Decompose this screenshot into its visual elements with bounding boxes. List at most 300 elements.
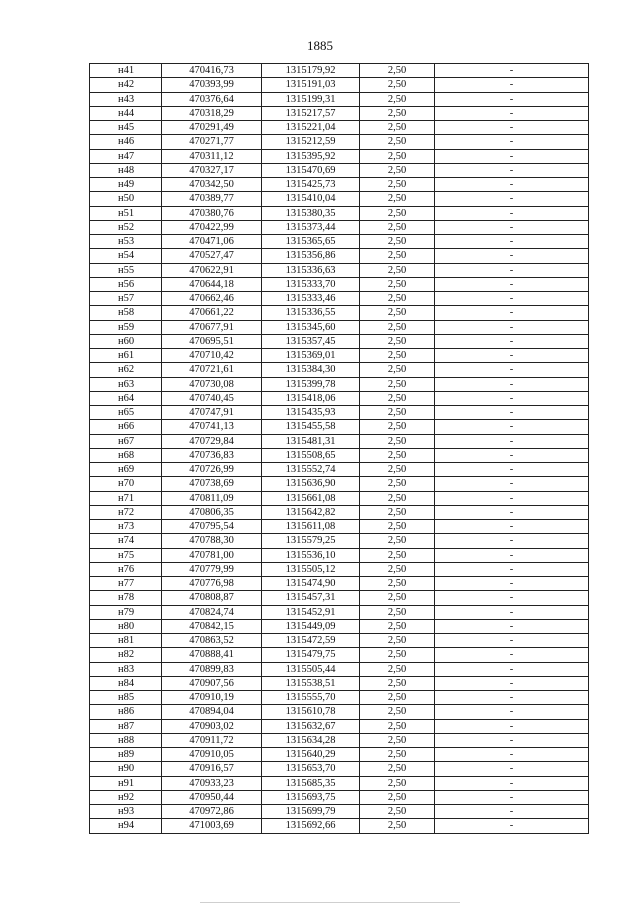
- y-coordinate-cell: 1315508,65: [262, 448, 360, 462]
- note-cell: -: [435, 790, 589, 804]
- point-label-cell: н52: [90, 220, 162, 234]
- x-coordinate-cell: 470916,57: [162, 762, 262, 776]
- table-row: [90, 377, 589, 391]
- note-cell: -: [435, 277, 589, 291]
- point-label-cell: н43: [90, 92, 162, 106]
- table-row: [90, 534, 589, 548]
- point-label-cell: н67: [90, 434, 162, 448]
- accuracy-cell: 2,50: [360, 477, 435, 491]
- x-coordinate-cell: 470730,08: [162, 377, 262, 391]
- note-cell: -: [435, 819, 589, 833]
- x-coordinate-cell: 470863,52: [162, 634, 262, 648]
- accuracy-cell: 2,50: [360, 121, 435, 135]
- table-row: [90, 648, 589, 662]
- accuracy-cell: 2,50: [360, 605, 435, 619]
- accuracy-cell: 2,50: [360, 92, 435, 106]
- table-row: [90, 605, 589, 619]
- table-row: [90, 790, 589, 804]
- point-label-cell: н94: [90, 819, 162, 833]
- note-cell: -: [435, 206, 589, 220]
- note-cell: -: [435, 477, 589, 491]
- x-coordinate-cell: 470779,99: [162, 562, 262, 576]
- note-cell: -: [435, 92, 589, 106]
- table-row: [90, 477, 589, 491]
- x-coordinate-cell: 470747,91: [162, 406, 262, 420]
- x-coordinate-cell: 470271,77: [162, 135, 262, 149]
- table-row: [90, 662, 589, 676]
- y-coordinate-cell: 1315457,31: [262, 591, 360, 605]
- note-cell: -: [435, 719, 589, 733]
- y-coordinate-cell: 1315365,65: [262, 235, 360, 249]
- coordinates-table-body: [90, 64, 589, 834]
- note-cell: -: [435, 805, 589, 819]
- x-coordinate-cell: 470842,15: [162, 619, 262, 633]
- note-cell: -: [435, 505, 589, 519]
- point-label-cell: н88: [90, 733, 162, 747]
- x-coordinate-cell: 470907,56: [162, 676, 262, 690]
- table-row: [90, 306, 589, 320]
- point-label-cell: н82: [90, 648, 162, 662]
- y-coordinate-cell: 1315399,78: [262, 377, 360, 391]
- point-label-cell: н69: [90, 463, 162, 477]
- x-coordinate-cell: 470824,74: [162, 605, 262, 619]
- point-label-cell: н55: [90, 263, 162, 277]
- y-coordinate-cell: 1315472,59: [262, 634, 360, 648]
- note-cell: -: [435, 178, 589, 192]
- y-coordinate-cell: 1315333,46: [262, 292, 360, 306]
- point-label-cell: н85: [90, 691, 162, 705]
- x-coordinate-cell: 470740,45: [162, 391, 262, 405]
- accuracy-cell: 2,50: [360, 534, 435, 548]
- note-cell: -: [435, 491, 589, 505]
- note-cell: -: [435, 634, 589, 648]
- x-coordinate-cell: 470622,91: [162, 263, 262, 277]
- point-label-cell: н54: [90, 249, 162, 263]
- y-coordinate-cell: 1315435,93: [262, 406, 360, 420]
- note-cell: -: [435, 562, 589, 576]
- y-coordinate-cell: 1315470,69: [262, 163, 360, 177]
- table-row: [90, 805, 589, 819]
- scan-artifact-line: [200, 902, 460, 903]
- y-coordinate-cell: 1315369,01: [262, 349, 360, 363]
- point-label-cell: н47: [90, 149, 162, 163]
- note-cell: -: [435, 306, 589, 320]
- note-cell: -: [435, 64, 589, 78]
- y-coordinate-cell: 1315661,08: [262, 491, 360, 505]
- table-row: [90, 505, 589, 519]
- accuracy-cell: 2,50: [360, 249, 435, 263]
- y-coordinate-cell: 1315538,51: [262, 676, 360, 690]
- y-coordinate-cell: 1315610,78: [262, 705, 360, 719]
- table-row: [90, 448, 589, 462]
- x-coordinate-cell: 470661,22: [162, 306, 262, 320]
- accuracy-cell: 2,50: [360, 178, 435, 192]
- x-coordinate-cell: 470776,98: [162, 577, 262, 591]
- table-row: [90, 591, 589, 605]
- note-cell: -: [435, 733, 589, 747]
- note-cell: -: [435, 619, 589, 633]
- x-coordinate-cell: 470311,12: [162, 149, 262, 163]
- point-label-cell: н45: [90, 121, 162, 135]
- accuracy-cell: 2,50: [360, 691, 435, 705]
- y-coordinate-cell: 1315642,82: [262, 505, 360, 519]
- y-coordinate-cell: 1315221,04: [262, 121, 360, 135]
- table-row: [90, 577, 589, 591]
- x-coordinate-cell: 470726,99: [162, 463, 262, 477]
- point-label-cell: н72: [90, 505, 162, 519]
- table-row: [90, 548, 589, 562]
- accuracy-cell: 2,50: [360, 135, 435, 149]
- y-coordinate-cell: 1315653,70: [262, 762, 360, 776]
- accuracy-cell: 2,50: [360, 634, 435, 648]
- x-coordinate-cell: 470729,84: [162, 434, 262, 448]
- x-coordinate-cell: 470910,05: [162, 748, 262, 762]
- accuracy-cell: 2,50: [360, 505, 435, 519]
- y-coordinate-cell: 1315356,86: [262, 249, 360, 263]
- table-row: [90, 206, 589, 220]
- x-coordinate-cell: 470781,00: [162, 548, 262, 562]
- table-row: [90, 748, 589, 762]
- accuracy-cell: 2,50: [360, 434, 435, 448]
- x-coordinate-cell: 470416,73: [162, 64, 262, 78]
- point-label-cell: н70: [90, 477, 162, 491]
- table-row: [90, 64, 589, 78]
- point-label-cell: н83: [90, 662, 162, 676]
- x-coordinate-cell: 470741,13: [162, 420, 262, 434]
- table-row: [90, 406, 589, 420]
- note-cell: -: [435, 334, 589, 348]
- point-label-cell: н68: [90, 448, 162, 462]
- note-cell: -: [435, 577, 589, 591]
- table-row: [90, 676, 589, 690]
- accuracy-cell: 2,50: [360, 334, 435, 348]
- point-label-cell: н64: [90, 391, 162, 405]
- point-label-cell: н61: [90, 349, 162, 363]
- y-coordinate-cell: 1315634,28: [262, 733, 360, 747]
- point-label-cell: н50: [90, 192, 162, 206]
- x-coordinate-cell: 470736,83: [162, 448, 262, 462]
- y-coordinate-cell: 1315481,31: [262, 434, 360, 448]
- y-coordinate-cell: 1315333,70: [262, 277, 360, 291]
- x-coordinate-cell: 470662,46: [162, 292, 262, 306]
- accuracy-cell: 2,50: [360, 619, 435, 633]
- x-coordinate-cell: 470738,69: [162, 477, 262, 491]
- y-coordinate-cell: 1315611,08: [262, 520, 360, 534]
- x-coordinate-cell: 470808,87: [162, 591, 262, 605]
- y-coordinate-cell: 1315449,09: [262, 619, 360, 633]
- accuracy-cell: 2,50: [360, 192, 435, 206]
- accuracy-cell: 2,50: [360, 819, 435, 833]
- point-label-cell: н58: [90, 306, 162, 320]
- table-row: [90, 434, 589, 448]
- point-label-cell: н46: [90, 135, 162, 149]
- note-cell: -: [435, 691, 589, 705]
- accuracy-cell: 2,50: [360, 548, 435, 562]
- note-cell: -: [435, 463, 589, 477]
- table-row: [90, 235, 589, 249]
- accuracy-cell: 2,50: [360, 163, 435, 177]
- table-row: [90, 463, 589, 477]
- accuracy-cell: 2,50: [360, 748, 435, 762]
- note-cell: -: [435, 605, 589, 619]
- y-coordinate-cell: 1315636,90: [262, 477, 360, 491]
- y-coordinate-cell: 1315345,60: [262, 320, 360, 334]
- y-coordinate-cell: 1315555,70: [262, 691, 360, 705]
- point-label-cell: н78: [90, 591, 162, 605]
- point-label-cell: н90: [90, 762, 162, 776]
- y-coordinate-cell: 1315505,12: [262, 562, 360, 576]
- accuracy-cell: 2,50: [360, 377, 435, 391]
- y-coordinate-cell: 1315217,57: [262, 106, 360, 120]
- y-coordinate-cell: 1315479,75: [262, 648, 360, 662]
- page-number: 1885: [307, 38, 333, 53]
- table-row: [90, 719, 589, 733]
- accuracy-cell: 2,50: [360, 463, 435, 477]
- x-coordinate-cell: 470710,42: [162, 349, 262, 363]
- y-coordinate-cell: 1315640,29: [262, 748, 360, 762]
- note-cell: -: [435, 705, 589, 719]
- accuracy-cell: 2,50: [360, 292, 435, 306]
- x-coordinate-cell: 470911,72: [162, 733, 262, 747]
- y-coordinate-cell: 1315373,44: [262, 220, 360, 234]
- point-label-cell: н84: [90, 676, 162, 690]
- accuracy-cell: 2,50: [360, 577, 435, 591]
- point-label-cell: н93: [90, 805, 162, 819]
- y-coordinate-cell: 1315418,06: [262, 391, 360, 405]
- note-cell: -: [435, 121, 589, 135]
- point-label-cell: н92: [90, 790, 162, 804]
- accuracy-cell: 2,50: [360, 106, 435, 120]
- y-coordinate-cell: 1315455,58: [262, 420, 360, 434]
- point-label-cell: н87: [90, 719, 162, 733]
- accuracy-cell: 2,50: [360, 306, 435, 320]
- table-row: [90, 263, 589, 277]
- y-coordinate-cell: 1315552,74: [262, 463, 360, 477]
- table-row: [90, 320, 589, 334]
- table-row: [90, 391, 589, 405]
- x-coordinate-cell: 470380,76: [162, 206, 262, 220]
- note-cell: -: [435, 78, 589, 92]
- table-row: [90, 334, 589, 348]
- note-cell: -: [435, 776, 589, 790]
- point-label-cell: н74: [90, 534, 162, 548]
- accuracy-cell: 2,50: [360, 277, 435, 291]
- x-coordinate-cell: 470888,41: [162, 648, 262, 662]
- x-coordinate-cell: 470903,02: [162, 719, 262, 733]
- accuracy-cell: 2,50: [360, 349, 435, 363]
- point-label-cell: н81: [90, 634, 162, 648]
- accuracy-cell: 2,50: [360, 235, 435, 249]
- note-cell: -: [435, 135, 589, 149]
- y-coordinate-cell: 1315384,30: [262, 363, 360, 377]
- point-label-cell: н77: [90, 577, 162, 591]
- x-coordinate-cell: 471003,69: [162, 819, 262, 833]
- accuracy-cell: 2,50: [360, 790, 435, 804]
- point-label-cell: н89: [90, 748, 162, 762]
- x-coordinate-cell: 470899,83: [162, 662, 262, 676]
- note-cell: -: [435, 391, 589, 405]
- table-row: [90, 249, 589, 263]
- note-cell: -: [435, 220, 589, 234]
- table-row: [90, 292, 589, 306]
- coordinates-table: [89, 63, 589, 834]
- note-cell: -: [435, 448, 589, 462]
- x-coordinate-cell: 470342,50: [162, 178, 262, 192]
- y-coordinate-cell: 1315357,45: [262, 334, 360, 348]
- table-row: [90, 776, 589, 790]
- x-coordinate-cell: 470795,54: [162, 520, 262, 534]
- y-coordinate-cell: 1315212,59: [262, 135, 360, 149]
- x-coordinate-cell: 470376,64: [162, 92, 262, 106]
- accuracy-cell: 2,50: [360, 363, 435, 377]
- note-cell: -: [435, 762, 589, 776]
- accuracy-cell: 2,50: [360, 805, 435, 819]
- y-coordinate-cell: 1315536,10: [262, 548, 360, 562]
- point-label-cell: н73: [90, 520, 162, 534]
- accuracy-cell: 2,50: [360, 562, 435, 576]
- table-row: [90, 220, 589, 234]
- note-cell: -: [435, 320, 589, 334]
- x-coordinate-cell: 470811,09: [162, 491, 262, 505]
- x-coordinate-cell: 470677,91: [162, 320, 262, 334]
- point-label-cell: н56: [90, 277, 162, 291]
- x-coordinate-cell: 470527,47: [162, 249, 262, 263]
- accuracy-cell: 2,50: [360, 391, 435, 405]
- note-cell: -: [435, 377, 589, 391]
- y-coordinate-cell: 1315692,66: [262, 819, 360, 833]
- table-row: [90, 762, 589, 776]
- accuracy-cell: 2,50: [360, 591, 435, 605]
- note-cell: -: [435, 292, 589, 306]
- table-row: [90, 78, 589, 92]
- accuracy-cell: 2,50: [360, 420, 435, 434]
- y-coordinate-cell: 1315699,79: [262, 805, 360, 819]
- accuracy-cell: 2,50: [360, 776, 435, 790]
- accuracy-cell: 2,50: [360, 648, 435, 662]
- table-row: [90, 192, 589, 206]
- table-row: [90, 520, 589, 534]
- note-cell: -: [435, 748, 589, 762]
- note-cell: -: [435, 648, 589, 662]
- point-label-cell: н75: [90, 548, 162, 562]
- y-coordinate-cell: 1315505,44: [262, 662, 360, 676]
- point-label-cell: н51: [90, 206, 162, 220]
- accuracy-cell: 2,50: [360, 320, 435, 334]
- table-row: [90, 363, 589, 377]
- y-coordinate-cell: 1315410,04: [262, 192, 360, 206]
- note-cell: -: [435, 420, 589, 434]
- x-coordinate-cell: 470910,19: [162, 691, 262, 705]
- accuracy-cell: 2,50: [360, 719, 435, 733]
- y-coordinate-cell: 1315474,90: [262, 577, 360, 591]
- x-coordinate-cell: 470933,23: [162, 776, 262, 790]
- x-coordinate-cell: 470695,51: [162, 334, 262, 348]
- point-label-cell: н65: [90, 406, 162, 420]
- x-coordinate-cell: 470393,99: [162, 78, 262, 92]
- note-cell: -: [435, 363, 589, 377]
- table-row: [90, 121, 589, 135]
- table-row: [90, 178, 589, 192]
- point-label-cell: н76: [90, 562, 162, 576]
- y-coordinate-cell: 1315425,73: [262, 178, 360, 192]
- point-label-cell: н48: [90, 163, 162, 177]
- table-row: [90, 106, 589, 120]
- y-coordinate-cell: 1315452,91: [262, 605, 360, 619]
- y-coordinate-cell: 1315199,31: [262, 92, 360, 106]
- table-row: [90, 92, 589, 106]
- table-row: [90, 562, 589, 576]
- y-coordinate-cell: 1315579,25: [262, 534, 360, 548]
- point-label-cell: н66: [90, 420, 162, 434]
- note-cell: -: [435, 548, 589, 562]
- accuracy-cell: 2,50: [360, 220, 435, 234]
- note-cell: -: [435, 434, 589, 448]
- accuracy-cell: 2,50: [360, 406, 435, 420]
- accuracy-cell: 2,50: [360, 733, 435, 747]
- table-row: [90, 619, 589, 633]
- point-label-cell: н86: [90, 705, 162, 719]
- point-label-cell: н44: [90, 106, 162, 120]
- note-cell: -: [435, 591, 589, 605]
- point-label-cell: н60: [90, 334, 162, 348]
- accuracy-cell: 2,50: [360, 206, 435, 220]
- point-label-cell: н62: [90, 363, 162, 377]
- note-cell: -: [435, 263, 589, 277]
- table-row: [90, 491, 589, 505]
- y-coordinate-cell: 1315632,67: [262, 719, 360, 733]
- table-row: [90, 634, 589, 648]
- note-cell: -: [435, 163, 589, 177]
- table-row: [90, 277, 589, 291]
- x-coordinate-cell: 470950,44: [162, 790, 262, 804]
- table-row: [90, 135, 589, 149]
- note-cell: -: [435, 106, 589, 120]
- y-coordinate-cell: 1315336,55: [262, 306, 360, 320]
- point-label-cell: н63: [90, 377, 162, 391]
- note-cell: -: [435, 534, 589, 548]
- x-coordinate-cell: 470318,29: [162, 106, 262, 120]
- table-row: [90, 705, 589, 719]
- table-row: [90, 733, 589, 747]
- accuracy-cell: 2,50: [360, 676, 435, 690]
- accuracy-cell: 2,50: [360, 762, 435, 776]
- x-coordinate-cell: 470389,77: [162, 192, 262, 206]
- note-cell: -: [435, 520, 589, 534]
- table-row: [90, 349, 589, 363]
- table-row: [90, 149, 589, 163]
- note-cell: -: [435, 662, 589, 676]
- x-coordinate-cell: 470788,30: [162, 534, 262, 548]
- x-coordinate-cell: 470806,35: [162, 505, 262, 519]
- x-coordinate-cell: 470422,99: [162, 220, 262, 234]
- y-coordinate-cell: 1315395,92: [262, 149, 360, 163]
- note-cell: -: [435, 249, 589, 263]
- accuracy-cell: 2,50: [360, 448, 435, 462]
- note-cell: -: [435, 676, 589, 690]
- accuracy-cell: 2,50: [360, 491, 435, 505]
- note-cell: -: [435, 406, 589, 420]
- point-label-cell: н59: [90, 320, 162, 334]
- note-cell: -: [435, 235, 589, 249]
- x-coordinate-cell: 470471,06: [162, 235, 262, 249]
- accuracy-cell: 2,50: [360, 78, 435, 92]
- table-row: [90, 163, 589, 177]
- x-coordinate-cell: 470972,86: [162, 805, 262, 819]
- note-cell: -: [435, 149, 589, 163]
- accuracy-cell: 2,50: [360, 64, 435, 78]
- note-cell: -: [435, 349, 589, 363]
- point-label-cell: н49: [90, 178, 162, 192]
